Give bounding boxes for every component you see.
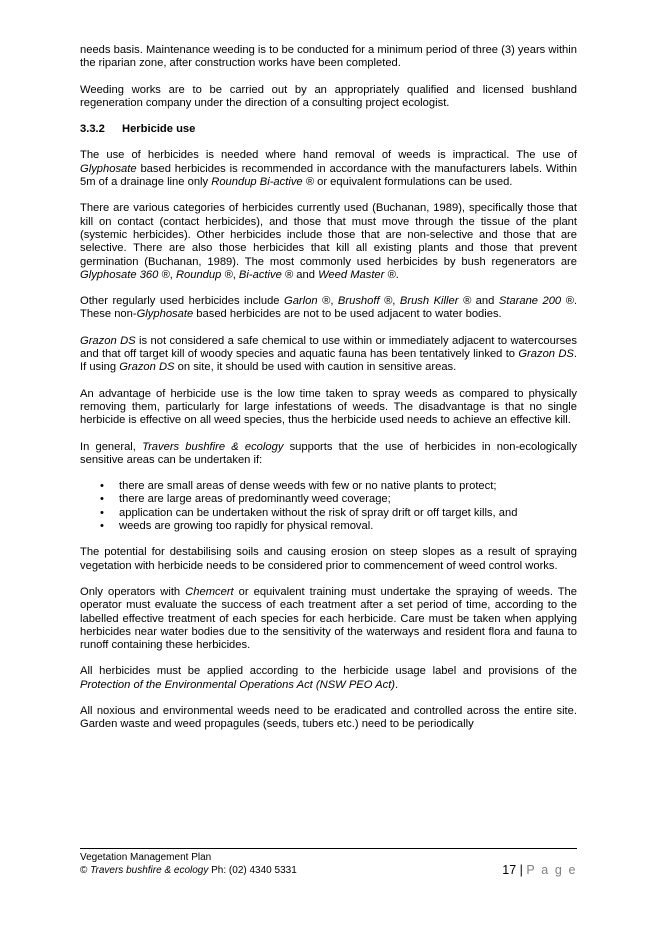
paragraph-general-support: In general, Travers bushfire & ecology supports that the use of herbicides in non-ecologically sensitive areas can be undertaken if: — [80, 440, 578, 466]
section-heading — [80, 123, 577, 136]
list-item: • there are large areas of predominantly weed coverage; — [80, 493, 577, 506]
page-label: P a g e — [526, 863, 577, 877]
paragraph-herbicide-categories: There are various categories of herbicides currently used (Buchanan, 1989), specifically those that kill on contact (contact herbicides), and those that must move through the tissue of the plant (systemic herbicides). Other herbicides include those that are non-selective and those that are selective. There are also those herbicides that kill all existing plants and those that prevent germination (Buchanan, 1989). The most commonly used herbicides by bush regenerators are Glyphosate 360 ®, Roundup ®, Bi-active ® and Weed Master ®. — [80, 202, 577, 281]
paragraph-erosion: The potential for destabilising soils and causing erosion on steep slopes as a result of spraying vegetation with herbicide needs to be considered prior to commencement of weed control works. — [80, 546, 577, 572]
page-footer — [80, 848, 577, 877]
paragraph-weeding-works: Weeding works are to be carried out by an appropriately qualified and licensed bushland regeneration company under the direction of a consulting project ecologist. — [80, 83, 577, 109]
paragraph-advantages: An advantage of herbicide use is the low time taken to spray weeds as compared to physically removing them, particularly for large infestations of weeds. The disadvantage is that no single herbicide is effective on all weed species, thus the herbicide used needs to achieve an effective kill. — [80, 387, 577, 427]
list-item: • there are small areas of dense weeds with few or no native plants to protect; — [80, 480, 577, 493]
paragraph-herbicide-intro: The use of herbicides is needed where hand removal of weeds is impractical. The use of Glyphosate based herbicides is recommended in accordance with the manufacturers labels. Within 5m of a drainage line only Roundup Bi-active ® or equivalent formulations can be used. — [80, 149, 577, 189]
paragraph-operators: Only operators with Chemcert or equivalent training must undertake the spraying of weeds. The operator must evaluate the success of each treatment after a set period of time, according to the labelled effective treatment of each species for each herbicide. Care must be taken when applying herbicides near water bodies due to the sensitivity of the waterways and resident flora and fauna to runoff containing these herbicides. — [80, 585, 577, 652]
section-number: 3.3.2 — [80, 123, 105, 136]
page-number: 17 — [502, 863, 517, 877]
footer-phone: Ph: (02) 4340 5331 — [208, 864, 297, 876]
paragraph-other-herbicides: Other regularly used herbicides include Garlon ®, Brushoff ®, Brush Killer ® and Starane 200 ®. These non-Glyphosate based herbicides are not to be used adjacent to water bodies. — [80, 295, 577, 321]
page-number-block — [502, 863, 577, 877]
footer-company-line — [80, 865, 297, 878]
footer-divider — [80, 848, 577, 849]
paragraph-maintenance-weeding: needs basis. Maintenance weeding is to be conducted for a minimum period of three (3) years within the riparian zone, after construction works have been completed. — [80, 44, 577, 70]
section-title: Herbicide use — [122, 123, 196, 136]
footer-doc-title: Vegetation Management Plan — [80, 852, 212, 863]
page-body — [80, 44, 577, 745]
conditions-list — [80, 480, 577, 533]
footer-company: Travers bushfire & ecology — [90, 864, 209, 876]
footer-info — [80, 852, 297, 877]
copyright-symbol: © — [80, 864, 88, 876]
page-separator: | — [516, 863, 527, 877]
paragraph-noxious-weeds: All noxious and environmental weeds need to be eradicated and controlled across the entire site. Garden waste and weed propagules (seeds, tubers etc.) need to be periodically — [80, 704, 577, 731]
list-item: • weeds are growing too rapidly for physical removal. — [80, 520, 577, 533]
list-item: • application can be undertaken without the risk of spray drift or off target kills, and — [80, 507, 577, 520]
paragraph-grazon-ds: Grazon DS is not considered a safe chemical to use within or immediately adjacent to watercourses and that off target kill of woody species and aquatic fauna has been tentatively linked to Grazon DS. If using Grazon DS on site, it should be used with caution in sensitive areas. — [80, 334, 577, 374]
paragraph-usage-label: All herbicides must be applied according to the herbicide usage label and provisions of the Protection of the Environmental Operations Act (NSW PEO Act). — [80, 665, 577, 691]
